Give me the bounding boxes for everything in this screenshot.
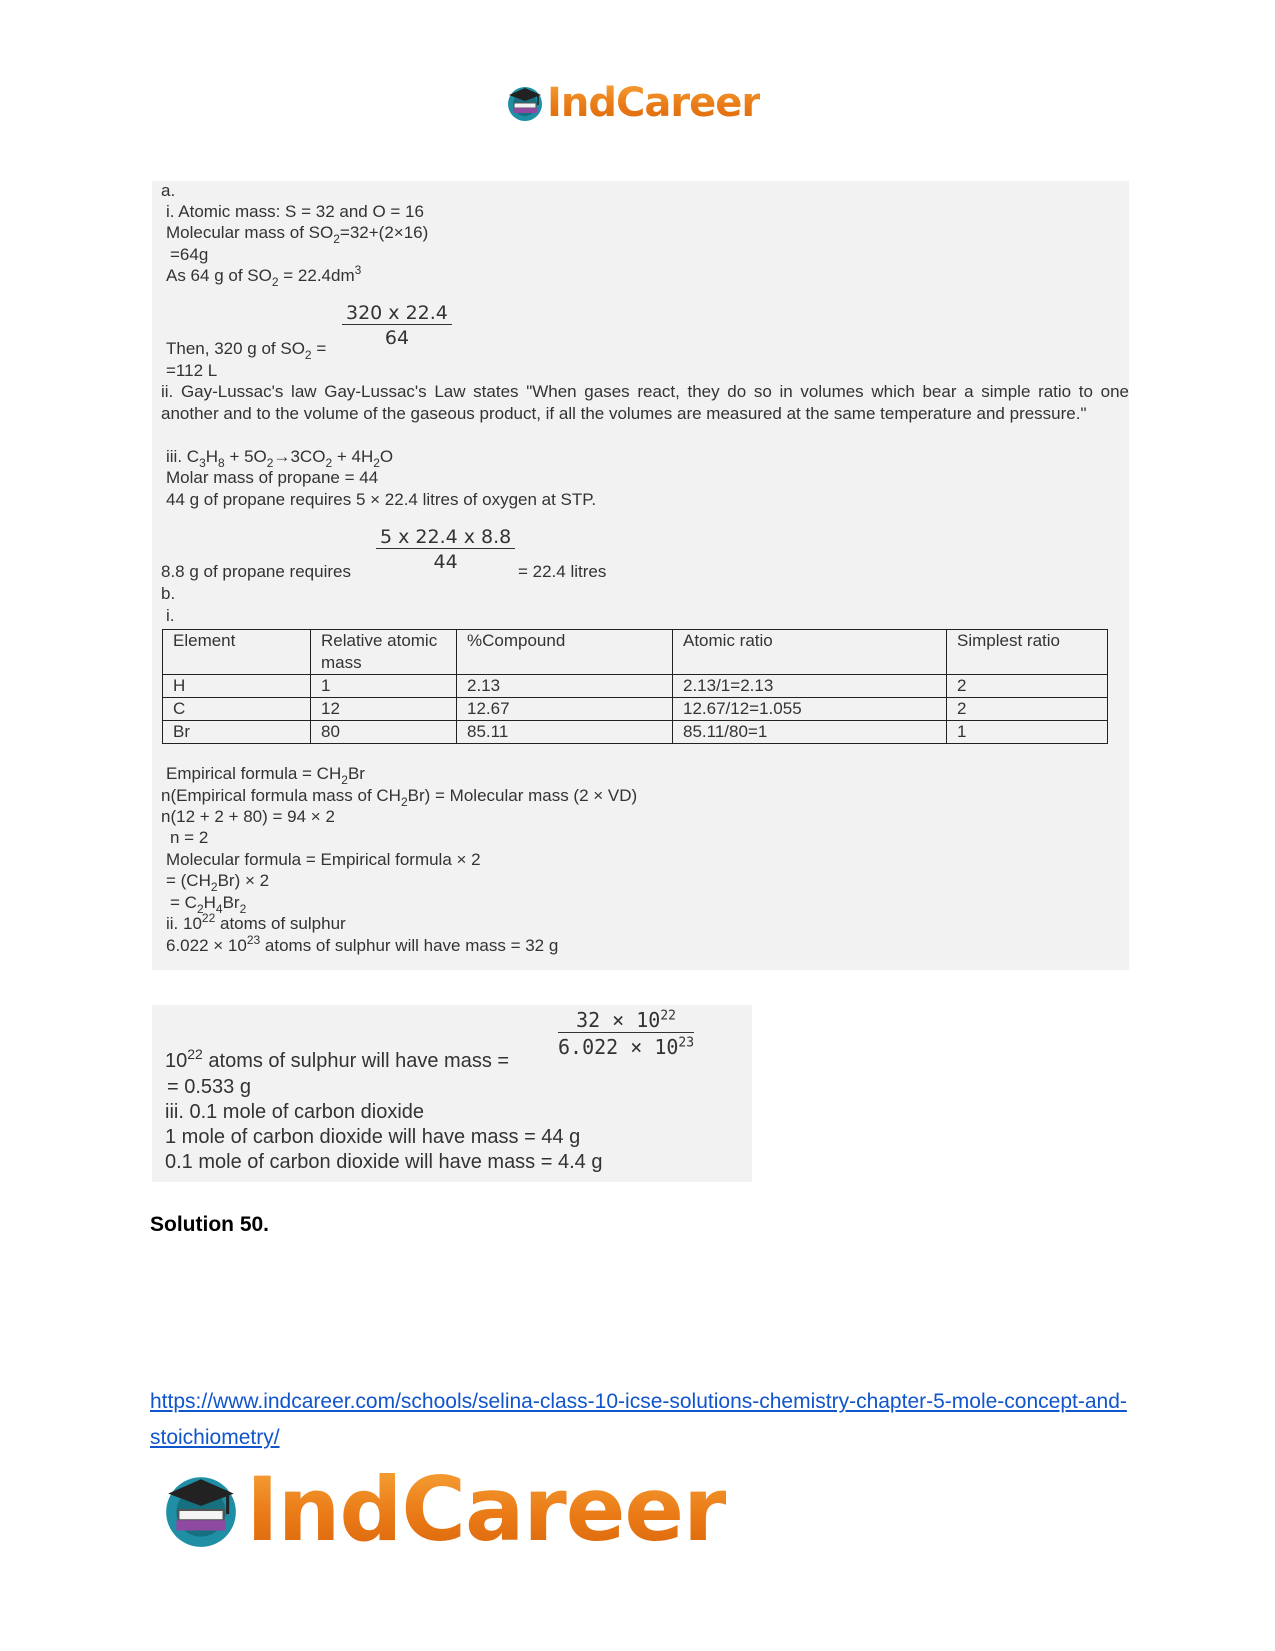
- table-cell: 1: [311, 675, 457, 698]
- empirical-formula-table: [162, 629, 1108, 744]
- one-mole-co2-line: 1 mole of carbon dioxide will have mass = 44 g: [165, 1126, 581, 1148]
- table-cell: 12: [311, 698, 457, 721]
- fraction-numerator: 320 x 22.4: [342, 302, 452, 325]
- empirical-formula-line: Empirical formula = $CH_2Br$: [166, 764, 365, 787]
- fraction-numerator: 5 x 22.4 x 8.8: [376, 526, 515, 549]
- mass-64g: =64g: [170, 245, 209, 264]
- part-b-i-label: i.: [166, 606, 175, 625]
- table-cell: 2: [947, 675, 1108, 698]
- table-row: [163, 721, 1108, 744]
- point-one-mole-co2-line: 0.1 mole of carbon dioxide will have mass = 4.4 g: [165, 1151, 603, 1173]
- fraction-denominator: $6.022 \times 10^{23}$: [558, 1035, 695, 1059]
- table-header: Element: [163, 630, 311, 675]
- table-cell: 2.13/1=2.13: [673, 675, 947, 698]
- as-64g-line: As 64 g of $SO_2 = 22.4dm^3$: [166, 263, 362, 289]
- result-0-533g: = 0.533 g: [167, 1076, 251, 1098]
- fraction-320: [342, 302, 452, 349]
- brand-name: IndCareer: [547, 80, 761, 126]
- n-value: n = 2: [170, 828, 209, 847]
- table-cell: 80: [311, 721, 457, 744]
- table-cell: H: [163, 675, 311, 698]
- co2-moles-line: iii. 0.1 mole of carbon dioxide: [165, 1101, 425, 1123]
- molecular-mass-line: Molecular mass of $SO_2=32+(2\times 16)$: [166, 223, 429, 246]
- atomic-mass-line: i. Atomic mass: S = 32 and O = 16: [166, 202, 424, 221]
- solution-heading: Solution 50.: [150, 1213, 270, 1236]
- ch2br-times-2: = $(CH_2Br) \times 2$: [166, 871, 270, 894]
- gay-lussac-law-text: ii. Gay-Lussac's law Gay-Lussac's Law states "When gases react, they do so in volumes which bear a simple ratio to one another and to the volume of the gaseous product, if all the volumes are measured at the same temperature and pressure.": [161, 382, 1129, 423]
- table-header: Relative atomic mass: [311, 630, 457, 675]
- table-cell: 85.11: [457, 721, 673, 744]
- c2h4br2-formula: = $C_2H_4Br_2$: [170, 893, 247, 916]
- table-cell: 12.67: [457, 698, 673, 721]
- brand-logo-bottom: [160, 1460, 726, 1560]
- table-header-row: [163, 630, 1108, 675]
- table-cell: 1: [947, 721, 1108, 744]
- table-cell: 2.13: [457, 675, 673, 698]
- propane-8-8g-line: 8.8 g of propane requires: [161, 562, 351, 581]
- fraction-numerator: $32 \times 10^{22}$: [558, 1008, 694, 1033]
- graduation-cap-icon: [505, 83, 545, 123]
- brand-name: IndCareer: [246, 1458, 726, 1561]
- table-cell: Br: [163, 721, 311, 744]
- result-22-4-litres: = 22.4 litres: [518, 562, 607, 581]
- table-cell: 2: [947, 698, 1108, 721]
- table-cell: 85.11/80=1: [673, 721, 947, 744]
- molar-mass-propane: Molar mass of propane = 44: [166, 468, 379, 487]
- atoms-of-sulphur-line: ii. $10^{22}$ atoms of sulphur: [166, 911, 346, 933]
- fraction-denominator: 64: [384, 327, 410, 349]
- table-header: Atomic ratio: [673, 630, 947, 675]
- table-row: [163, 675, 1108, 698]
- brand-logo-top: [505, 78, 760, 128]
- molecular-formula-line: Molecular formula = Empirical formula × 2: [166, 850, 481, 869]
- avogadro-sulphur-line: $6.022 \times 10^{23}$ atoms of sulphur will have mass = 32 g: [166, 933, 559, 955]
- propane-equation: iii. $C_3H_8 + 5O_2\to 3CO_2 + 4H_2O$: [166, 447, 394, 470]
- table-cell: C: [163, 698, 311, 721]
- propane-requires-line: 44 g of propane requires 5 × 22.4 litres of oxygen at STP.: [166, 490, 597, 509]
- part-b-label: b.: [161, 584, 176, 603]
- fraction-propane: [376, 526, 515, 573]
- table-header: %Compound: [457, 630, 673, 675]
- fraction-sulphur: [558, 1008, 694, 1059]
- fraction-denominator: 44: [433, 551, 458, 573]
- part-a-label: a.: [161, 181, 176, 200]
- n-calculation: n(12 + 2 + 80) = 94 × 2: [161, 807, 335, 826]
- n-empirical-mass-line: n(Empirical formula mass of $CH_2Br$) = Molecular mass (2 × VD): [161, 786, 638, 809]
- table-cell: 12.67/12=1.055: [673, 698, 947, 721]
- volume-112l: =112 L: [166, 361, 218, 380]
- sulphur-mass-line: $10^{22}$ atoms of sulphur will have mass =: [165, 1046, 510, 1072]
- graduation-cap-icon: [160, 1469, 242, 1551]
- table-row: [163, 698, 1108, 721]
- footer-link[interactable]: https://www.indcareer.com/schools/selina-class-10-icse-solutions-chemistry-chapter-5-mole-concept-and-stoichiometry/: [150, 1390, 1127, 1449]
- table-header: Simplest ratio: [947, 630, 1108, 675]
- then-320g-line: Then, 320 g of $SO_2$ =: [166, 339, 327, 362]
